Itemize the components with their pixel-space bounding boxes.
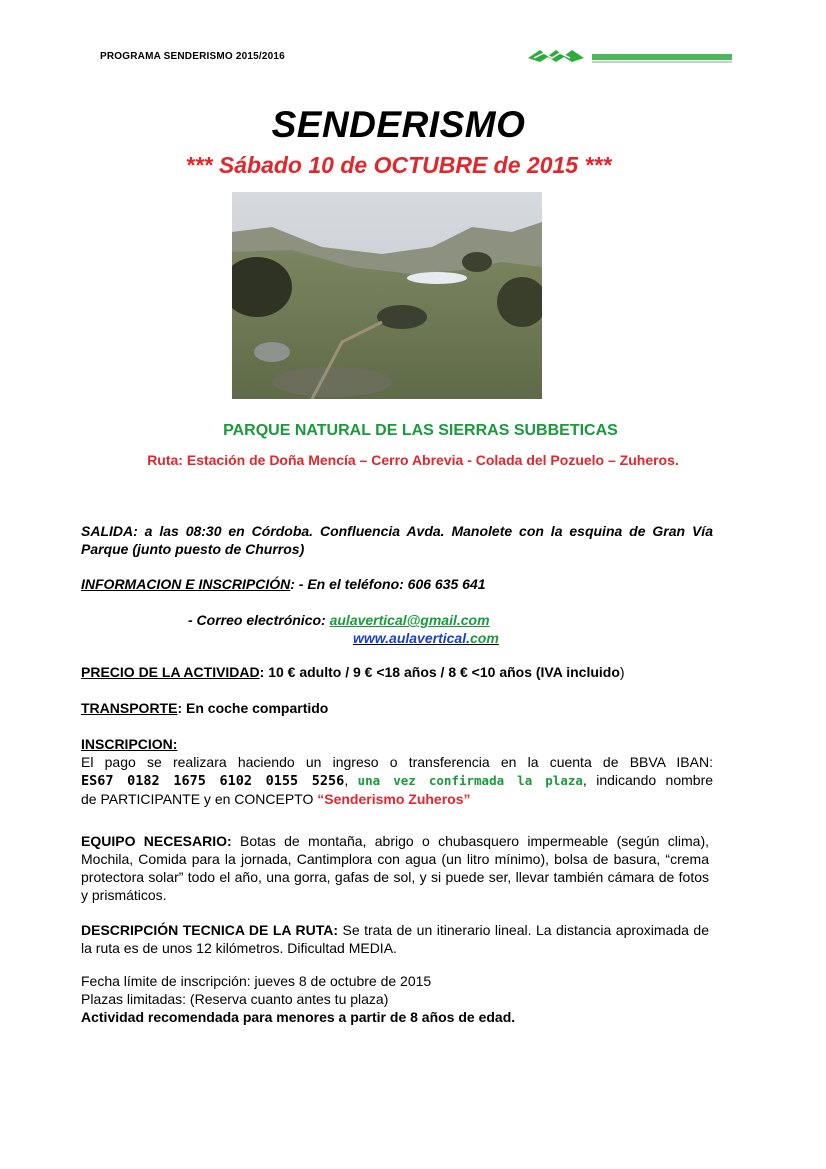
registration-line3: [81, 790, 713, 808]
email-label: - Correo electrónico:: [188, 612, 330, 628]
info-phone: : - En el teléfono: 606 635 641: [290, 576, 486, 592]
web-row: [353, 629, 499, 647]
price-label: PRECIO DE LA ACTIVIDAD: [81, 664, 260, 680]
website-link[interactable]: [353, 630, 499, 646]
route-description: Ruta: Estación de Doña Mencía – Cerro Abrevia - Colada del Pozuelo – Zuheros.: [147, 452, 679, 468]
registration-label: INSCRIPCION:: [81, 736, 178, 752]
equipment-section: [81, 832, 709, 904]
concept-intro: de PARTICIPANTE y en CONCEPTO: [81, 791, 318, 807]
info-label: INFORMACION E INSCRIPCIÓN: [81, 576, 291, 592]
confirm-note: una vez confirmada la plaza: [357, 773, 583, 788]
email-link[interactable]: aulavertical@gmail.com: [329, 612, 490, 628]
description-text: Se trata de un itinerario lineal. La distancia aproximada de la ruta es de unos 12 kilómetros. Dificultad MEDIA.: [81, 922, 710, 956]
iban-number: ES67 0182 1675 6102 0155 5256: [81, 773, 345, 789]
park-name: PARQUE NATURAL DE LAS SIERRAS SUBBETICAS: [223, 422, 618, 439]
deadline: Fecha límite de inscripción: jueves 8 de octubre de 2015: [81, 973, 432, 989]
aula-vertical-logo: [526, 46, 738, 66]
recommended-age: Actividad recomendada para menores a partir de 8 años de edad.: [81, 1009, 516, 1025]
info-section: [81, 575, 486, 593]
equipment-text: Botas de montaña, abrigo o chubasquero impermeable (según clima), Mochila, Comida para la jornada, Cantimplora con agua (un litro mínimo), bolsa de basura, “crema protectora solar” todo el año, una gorra, gafas de sol, y si puede ser, llevar también cámara de fotos y prismáticos.: [81, 833, 709, 903]
technical-description: [81, 921, 709, 957]
registration-line1: El pago se realizara haciendo un ingreso o transferencia en la cuenta de BBVA IBAN:: [81, 754, 713, 770]
transport-section: [81, 699, 328, 717]
email-row: [188, 611, 490, 629]
transport-label: TRANSPORTE: [81, 700, 178, 716]
closing-notes: [81, 972, 721, 1026]
departure-info: SALIDA: a las 08:30 en Córdoba. Confluencia Avda. Manolete con la esquina de Gran Vía Parque (junto puesto de Churros): [81, 523, 713, 557]
iban-sep: ,: [344, 772, 358, 788]
website-link-tld: com: [469, 630, 499, 646]
landscape-photo: [232, 192, 542, 399]
price-close: ): [619, 664, 625, 680]
registration-section: [81, 735, 713, 808]
registration-rest: , indicando nombre: [582, 772, 714, 788]
equipment-label: EQUIPO NECESARIO:: [81, 833, 232, 849]
website-link-main: www.aulavertical.: [353, 630, 470, 646]
limited-places: Plazas limitadas: (Reserva cuanto antes tu plaza): [81, 991, 389, 1007]
event-date: *** Sábado 10 de OCTUBRE de 2015 ***: [185, 152, 612, 178]
price-section: [81, 663, 625, 681]
concept-value: “Senderismo Zuheros”: [317, 791, 471, 807]
page-title: SENDERISMO: [271, 104, 526, 145]
transport-value: : En coche compartido: [177, 700, 329, 716]
description-label: DESCRIPCIÓN TECNICA DE LA RUTA:: [81, 922, 338, 938]
price-value: : 10 € adulto / 9 € <18 años / 8 € <10 años (IVA incluido: [259, 664, 620, 680]
registration-line2: [81, 771, 713, 790]
header-program: PROGRAMA SENDERISMO 2015/2016: [100, 51, 285, 62]
